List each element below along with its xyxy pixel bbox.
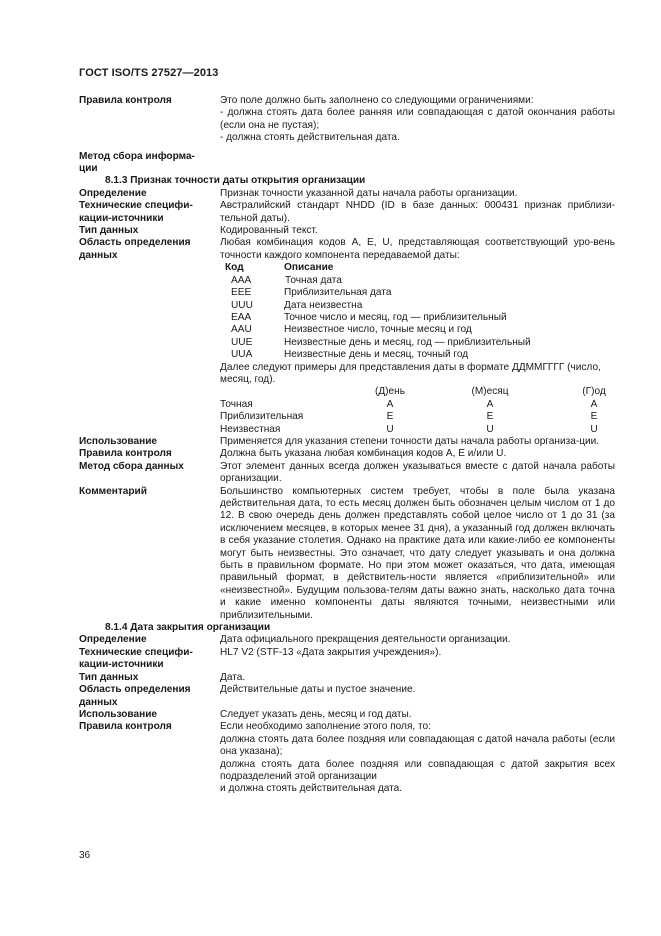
examples-table — [220, 386, 615, 436]
field-value: HL7 V2 (STF-13 «Дата закрытия учреждения»). — [220, 646, 442, 658]
example-month: U — [486, 423, 494, 435]
desc-cell: Неизвестные день и месяц, год — приблизительный — [284, 336, 531, 348]
example-year-cell — [545, 399, 615, 411]
field-row-usage — [79, 436, 615, 448]
code-cell: UUU — [231, 299, 253, 311]
example-year: U — [590, 423, 598, 435]
codes-row — [225, 349, 615, 361]
codes-row — [225, 275, 615, 287]
field-value: Кодированный текст. — [220, 225, 318, 237]
field-label: Метод сбора информа-ции — [79, 150, 195, 175]
section-heading-8-1-3: 8.1.3 Признак точности даты открытия организации — [105, 175, 366, 187]
field-value: Дата официального прекращения деятельности организации. — [220, 634, 511, 646]
example-year-cell — [545, 411, 615, 423]
page-header: ГОСТ ISO/TS 27527—2013 — [79, 67, 219, 79]
field-row-tech-spec — [79, 647, 615, 672]
field-value: Применяется для указания степени точности даты начала работы организа-ции. — [220, 435, 600, 447]
field-label: Тип данных — [79, 225, 139, 237]
domain-text: Любая комбинация кодов A, E, U, представляющая соответствующий уро-вень точности каждого компонента передаваемой даты: — [220, 237, 615, 261]
examples-header-blank — [220, 386, 345, 398]
codes-row — [225, 287, 615, 299]
examples-row — [220, 424, 615, 436]
code-cell: EAA — [231, 311, 252, 323]
example-month: E — [486, 411, 494, 423]
example-year-cell — [545, 424, 615, 436]
example-year: E — [590, 411, 598, 423]
field-row-domain — [79, 684, 615, 709]
field-row-definition — [79, 634, 615, 646]
codes-row — [225, 312, 615, 324]
field-value — [220, 95, 615, 145]
code-cell: EEE — [231, 287, 252, 299]
field-row-tech-spec — [79, 200, 615, 225]
field-label: Технические специфи-кации-источники — [79, 200, 193, 224]
field-label: Тип данных — [79, 671, 139, 683]
codes-row — [225, 300, 615, 312]
desc-cell: Дата неизвестна — [284, 299, 363, 311]
desc-cell: Точное число и месяц, год — приблизительный — [284, 311, 507, 323]
field-label: Метод сбора данных — [79, 460, 184, 472]
field-label: Технические специфи-кации-источники — [79, 646, 193, 671]
examples-header-row — [220, 386, 615, 398]
field-row-rules — [79, 95, 615, 145]
rule-line: должна стоять дата более поздняя или совпадающая с датой начала работы (если она указана); — [220, 733, 615, 758]
field-label: Область определения данных — [79, 684, 191, 708]
example-name: Неизвестная — [220, 423, 281, 435]
page-number: 36 — [79, 850, 91, 861]
desc-cell: Неизвестные день и месяц, точный год — [284, 349, 469, 361]
examples-row — [220, 399, 615, 411]
field-value: Австралийский стандарт NHDD (ID в базе данных: 000431 признак приблизи-тельной даты). — [220, 200, 615, 224]
field-value — [220, 237, 615, 436]
desc-cell: Приблизительная дата — [284, 287, 392, 299]
field-row-usage — [79, 709, 615, 721]
field-label: Правила контроля — [79, 448, 172, 460]
field-label: Определение — [79, 634, 147, 646]
field-label: Использование — [79, 435, 158, 447]
code-cell: UUE — [231, 336, 253, 348]
example-year: A — [590, 398, 598, 410]
example-name: Точная — [220, 398, 253, 410]
examples-header-day: (Д)ень — [374, 386, 405, 398]
field-value: Должна быть указана любая комбинация кодов A, E и/или U. — [220, 448, 507, 460]
example-day: A — [386, 398, 394, 410]
desc-cell: Точная дата — [285, 274, 342, 286]
rule-line: Если необходимо заполнение этого поля, то: — [220, 721, 431, 733]
field-row-definition — [79, 188, 615, 200]
field-row-domain — [79, 237, 615, 436]
section-heading-8-1-4: 8.1.4 Дата закрытия организации — [105, 622, 271, 634]
page-content — [79, 95, 615, 796]
field-row-data-type — [79, 672, 615, 684]
codes-header-code: Код — [225, 262, 244, 274]
field-value: Действительные даты и пустое значение. — [220, 684, 416, 696]
field-row-rules — [79, 721, 615, 795]
codes-header-row — [225, 262, 615, 274]
codes-row — [225, 337, 615, 349]
example-day: E — [386, 411, 394, 423]
rule-line: должна стоять дата более поздняя или совпадающая с датой закрытия всех подразделений этой организации — [220, 758, 615, 782]
examples-header-year — [545, 386, 615, 398]
field-label: Область определения данных — [79, 237, 191, 261]
field-value: Признак точности указанной даты начала работы организации. — [220, 187, 518, 199]
example-day: U — [386, 423, 394, 435]
codes-row — [225, 324, 615, 336]
codes-table — [225, 262, 615, 361]
field-label: Определение — [79, 187, 147, 199]
field-row-method — [79, 461, 615, 486]
field-value: Этот элемент данных всегда должен указываться вместе с датой начала работы организации. — [220, 460, 615, 485]
field-label: Комментарий — [79, 485, 147, 497]
code-cell: AAU — [231, 324, 252, 336]
rule-line: и должна стоять действительная дата. — [220, 783, 403, 795]
field-value — [220, 721, 615, 795]
field-value — [209, 151, 615, 176]
code-cell: AAA — [231, 274, 252, 286]
rule-line: - должна стоять действительная дата. — [220, 132, 400, 144]
example-month: A — [486, 398, 494, 410]
code-cell: UUA — [231, 349, 253, 361]
codes-header-desc: Описание — [284, 262, 334, 274]
year-header-text: (Г)од — [582, 386, 606, 398]
field-label: Правила контроля — [79, 721, 172, 733]
examples-row — [220, 411, 615, 423]
desc-cell: Неизвестное число, точные месяц и год — [284, 324, 472, 336]
examples-header-month: (М)есяц — [471, 386, 509, 398]
field-row-data-type — [79, 225, 615, 237]
field-row-comment — [79, 486, 615, 622]
field-row-method — [79, 151, 615, 176]
field-row-rules — [79, 448, 615, 460]
field-value: Дата. — [220, 671, 246, 683]
field-value: Следует указать день, месяц и год даты. — [220, 708, 412, 720]
examples-intro: Далее следуют примеры для представления даты в формате ДДММГГГГ (число, месяц, год). — [220, 361, 601, 385]
rule-line: - должна стоять дата более ранняя или совпадающая с датой окончания работы (если она не пустая); — [220, 107, 615, 131]
example-name: Приблизительная — [220, 411, 304, 423]
field-label: Правила контроля — [79, 95, 172, 106]
field-value: Большинство компьютерных систем требует, чтобы в поле была указана действительная дата, то есть месяц должен быть обозначен целым числом от 1 до 12. В свою очередь день должен представлять собой целое число от 1 до 31 (за исключением месяцев, в которых менее 31 дня), а указанный год должен включать в себя указание столетия. Однако на практике дата или какие-либо ее компоненты могут быть неизвестны. Это означает, что дату следует указывать и она должна быть в правильном формате. Но при этом может оказаться, что дата, имеющая правильный формат, в действитель-ности является «приблизительной» или «неизвестной». Будущим пользова-телям даты важно знать, насколько дата точна и какие именно компоненты даты являются точными, неизвестными или приблизительными. — [220, 485, 615, 621]
field-label: Использование — [79, 708, 158, 720]
rule-line: Это поле должно быть заполнено со следующими ограничениями: — [220, 95, 534, 106]
